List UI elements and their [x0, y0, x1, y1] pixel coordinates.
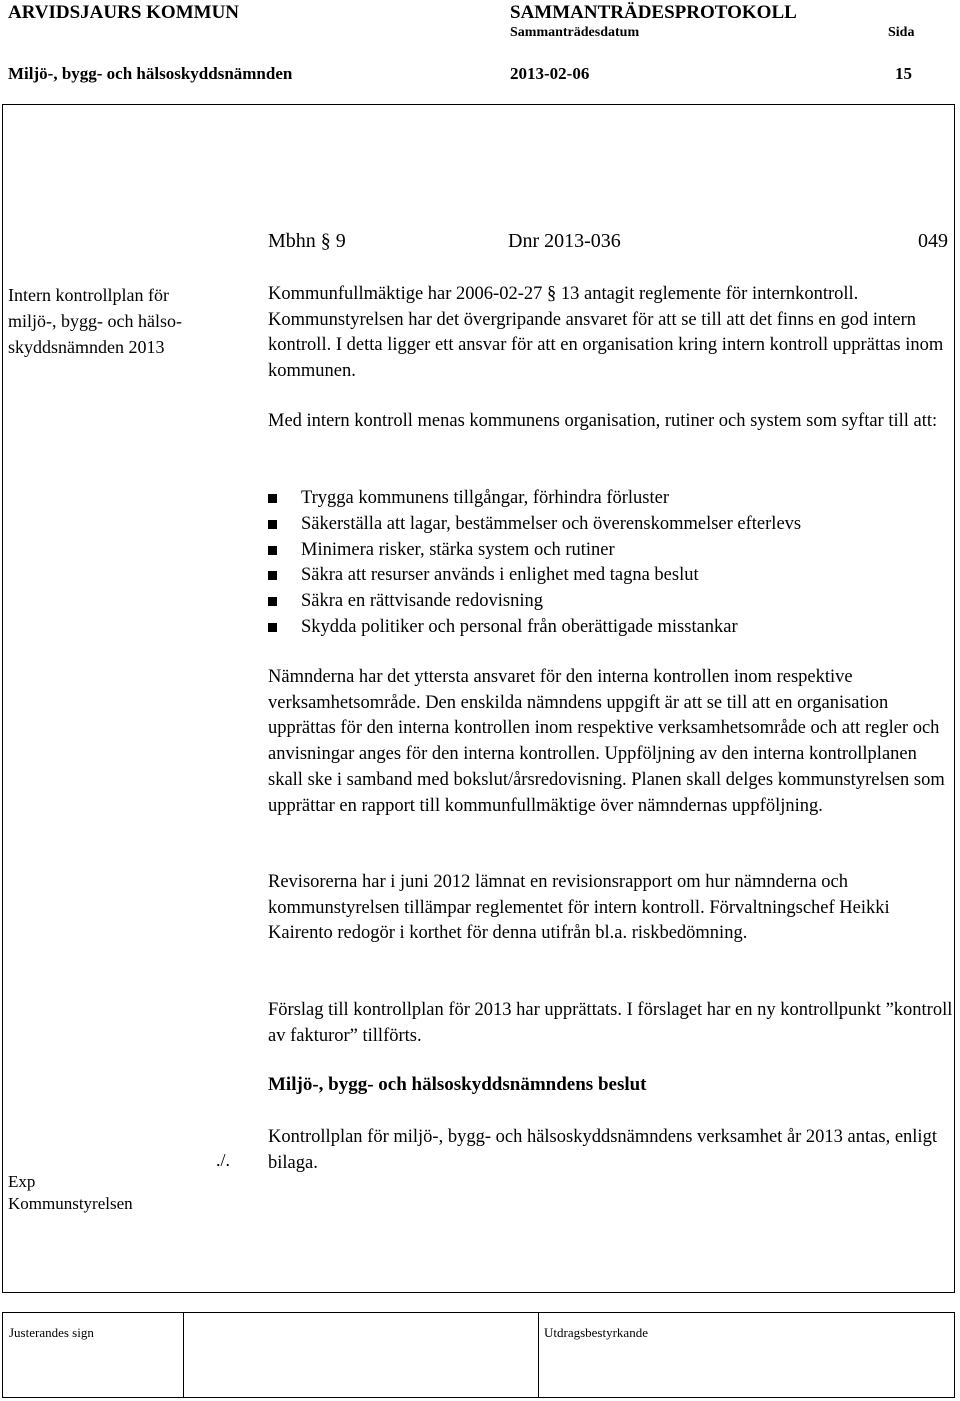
square-bullet-icon — [268, 546, 277, 555]
paragraph-number: Mbhn § 9 — [268, 230, 346, 252]
square-bullet-icon — [268, 520, 277, 529]
meeting-date: 2013-02-06 — [510, 64, 590, 83]
justerandes-sign-label: Justerandes sign — [9, 1325, 94, 1340]
page-number: 15 — [895, 64, 912, 83]
list-item: Säkra att resurser används i enlighet med tagna beslut — [268, 563, 954, 589]
committee-name: Miljö-, bygg- och hälsoskyddsnämnden — [8, 64, 293, 83]
exp-label: Exp — [8, 1172, 36, 1191]
body-paragraph — [268, 282, 954, 385]
list-item: Skydda politiker och personal från oberättigade misstankar — [268, 615, 954, 641]
purpose-list — [268, 486, 954, 641]
decision-text: Kontrollplan för miljö-, bygg- och hälsoskyddsnämndens verksamhet år 2013 antas, enligt bilaga. — [268, 1127, 937, 1173]
body-paragraph — [268, 409, 954, 435]
list-item: Säkerställa att lagar, bestämmelser och överenskommelser efterlevs — [268, 512, 954, 538]
list-item: Trygga kommunens tillgångar, förhindra förluster — [268, 486, 954, 512]
square-bullet-icon — [268, 494, 277, 503]
paragraph-5: Förslag till kontrollplan för 2013 har upprättats. I förslaget har en ny kontrollpunkt ”kontroll av fakturor” tillförts. — [268, 1000, 953, 1046]
paragraph-1: Kommunfullmäktige har 2006-02-27 § 13 antagit reglemente för internkontroll. Kommunstyrelsen har det övergripande ansvaret för att se till att det finns en god intern kontroll. I detta ligger ett ansvar för att en organisation kring intern kontroll upprättas inom kommunen. — [268, 284, 944, 382]
body-paragraph — [268, 998, 954, 1049]
square-bullet-icon — [268, 571, 277, 580]
footer-divider — [538, 1313, 539, 1397]
decision-heading: Miljö-, bygg- och hälsoskyddsnämndens beslut — [268, 1074, 647, 1095]
signature-footer — [2, 1312, 955, 1398]
paragraph-2: Med intern kontroll menas kommunens organisation, rutiner och system som syftar till att: — [268, 411, 938, 431]
square-bullet-icon — [268, 623, 277, 632]
utdragsbestyrkande-label: Utdragsbestyrkande — [544, 1325, 648, 1340]
list-item: Minimera risker, stärka system och rutiner — [268, 538, 954, 564]
topic-line: Intern kontrollplan för — [8, 285, 169, 305]
topic-line: miljö-, bygg- och hälso- — [8, 311, 182, 331]
list-item: Säkra en rättvisande redovisning — [268, 589, 954, 615]
square-bullet-icon — [268, 597, 277, 606]
body-paragraph — [268, 665, 954, 819]
meeting-date-label: Sammanträdesdatum — [510, 25, 640, 40]
diary-number: Dnr 2013-036 — [508, 230, 621, 252]
footer-divider — [183, 1313, 184, 1397]
exp-recipient: Kommunstyrelsen — [8, 1194, 133, 1213]
paragraph-3: Nämnderna har det yttersta ansvaret för den interna kontrollen inom respektive verksamhetsområde. Den enskilda nämndens uppgift är att se till att en organisation upprättas för den interna kontrollen inom respektive verksamhetsområde och att regler och anvisningar anges för den interna kontrollen. Uppföljning av den interna kontrollplanen skall ske i samband med bokslut/årsredovisning. Planen skall delges kommunstyrelsen som upprättar en rapport till kommunfullmäktige över nämndernas uppföljning. — [268, 667, 945, 816]
attachment-mark: ./. — [216, 1150, 231, 1170]
organization-name: ARVIDSJAURS KOMMUN — [8, 2, 240, 23]
page-label: Sida — [888, 25, 915, 40]
paragraph-4: Revisorerna har i juni 2012 lämnat en revisionsrapport om hur nämnderna och kommunstyrelsen tillämpar reglementet för intern kontroll. Förvaltningschef Heikki Kairento redogör i korthet för denna utifrån bl.a. riskbedömning. — [268, 872, 890, 944]
archive-code: 049 — [918, 230, 948, 252]
body-paragraph — [268, 870, 954, 947]
document-type: SAMMANTRÄDESPROTOKOLL — [510, 2, 797, 23]
topic-line: skyddsnämnden 2013 — [8, 337, 165, 357]
